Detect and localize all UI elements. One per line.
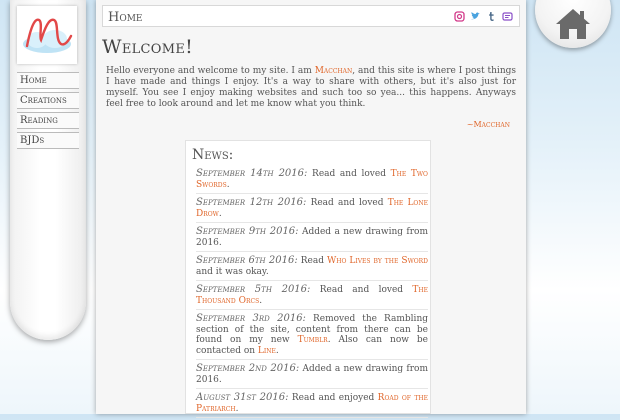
signature-prefix: ~	[466, 120, 474, 129]
sidebar-nav	[17, 72, 79, 152]
news-text: Added a new drawing from 2016.	[196, 364, 429, 385]
news-text: Added a new drawing from 2016.	[196, 227, 429, 248]
news-link-tumblr[interactable]: Tumblr	[297, 335, 328, 345]
intro-macchan-link[interactable]: Macchan	[314, 66, 353, 76]
house-icon	[554, 7, 592, 41]
news-list	[196, 167, 428, 420]
nav-item-creations[interactable]: Creations	[17, 92, 79, 109]
news-title: News:	[192, 147, 234, 163]
site-logo[interactable]	[17, 6, 77, 64]
news-date: September 14th 2016:	[196, 168, 308, 179]
news-text: Read	[297, 256, 327, 266]
news-box	[185, 140, 431, 414]
instagram-icon[interactable]	[453, 10, 465, 22]
signature-link[interactable]: Macchan	[473, 120, 510, 129]
news-link[interactable]: The Thousand Orcs	[196, 285, 428, 306]
intro-text-1: Hello everyone and welcome to my site. I am	[106, 66, 315, 76]
line-icon[interactable]	[501, 10, 513, 22]
news-date: September 12th 2016:	[196, 197, 307, 208]
news-entry	[196, 254, 428, 281]
news-date: September 9th 2016:	[196, 226, 299, 237]
news-entry	[196, 362, 428, 389]
news-text-end: .	[235, 403, 239, 414]
page-title: Home	[108, 10, 143, 25]
news-date: September 2nd 2016:	[196, 363, 300, 374]
main-panel	[96, 0, 526, 414]
news-text-end: .	[226, 179, 230, 190]
news-text-mid: . Also can now be contacted on	[196, 335, 428, 356]
logo-m-icon	[17, 6, 77, 64]
news-link[interactable]: The Two Swords	[196, 169, 428, 190]
news-link-line[interactable]: Line	[257, 345, 276, 356]
news-text: Removed the Rambling section of the site, content from there can be found on my new	[196, 314, 428, 345]
news-entry	[196, 283, 428, 310]
news-link[interactable]: The Lone Drow	[196, 198, 428, 219]
news-entry	[196, 312, 428, 360]
tumblr-icon[interactable]	[485, 10, 497, 22]
news-date: September 5th 2016:	[196, 284, 311, 295]
intro-text-2: , and this site is where I post things I have made and things I enjoy. It's a way to share with others, but it's also just for myself. You see I enjoy making websites and such too so yea... this happens. Anyways feel free to look around and let me know what you think.	[106, 66, 516, 109]
news-text-end: .	[259, 295, 263, 306]
nav-item-bjds[interactable]: BJDs	[17, 132, 79, 149]
news-link[interactable]: Road of the Patriarch	[196, 393, 428, 414]
news-text: Read and loved	[307, 169, 391, 179]
news-entry	[196, 196, 428, 223]
nav-item-reading[interactable]: Reading	[17, 112, 79, 129]
news-date: August 31st 2016:	[196, 392, 289, 403]
news-text-end: .	[275, 345, 279, 356]
news-entry	[196, 225, 428, 252]
news-text-end: and it was okay.	[196, 266, 269, 277]
nav-item-home[interactable]: Home	[17, 72, 79, 89]
social-links	[453, 10, 513, 22]
twitter-icon[interactable]	[469, 10, 481, 22]
intro-paragraph	[106, 66, 516, 110]
news-date: September 6th 2016:	[196, 255, 298, 266]
news-text: Read and loved	[306, 198, 388, 208]
news-link[interactable]: Who Lives by the Sword	[326, 256, 428, 266]
news-text: Read and loved	[310, 285, 413, 295]
news-entry	[196, 167, 428, 194]
news-text: Read and enjoyed	[288, 393, 378, 403]
news-text-end: .	[218, 208, 222, 219]
signature	[467, 120, 510, 129]
welcome-heading: Welcome!	[102, 36, 194, 58]
home-button[interactable]	[535, 0, 611, 48]
news-date: September 3rd 2016:	[196, 313, 306, 324]
header-bar	[102, 5, 520, 27]
